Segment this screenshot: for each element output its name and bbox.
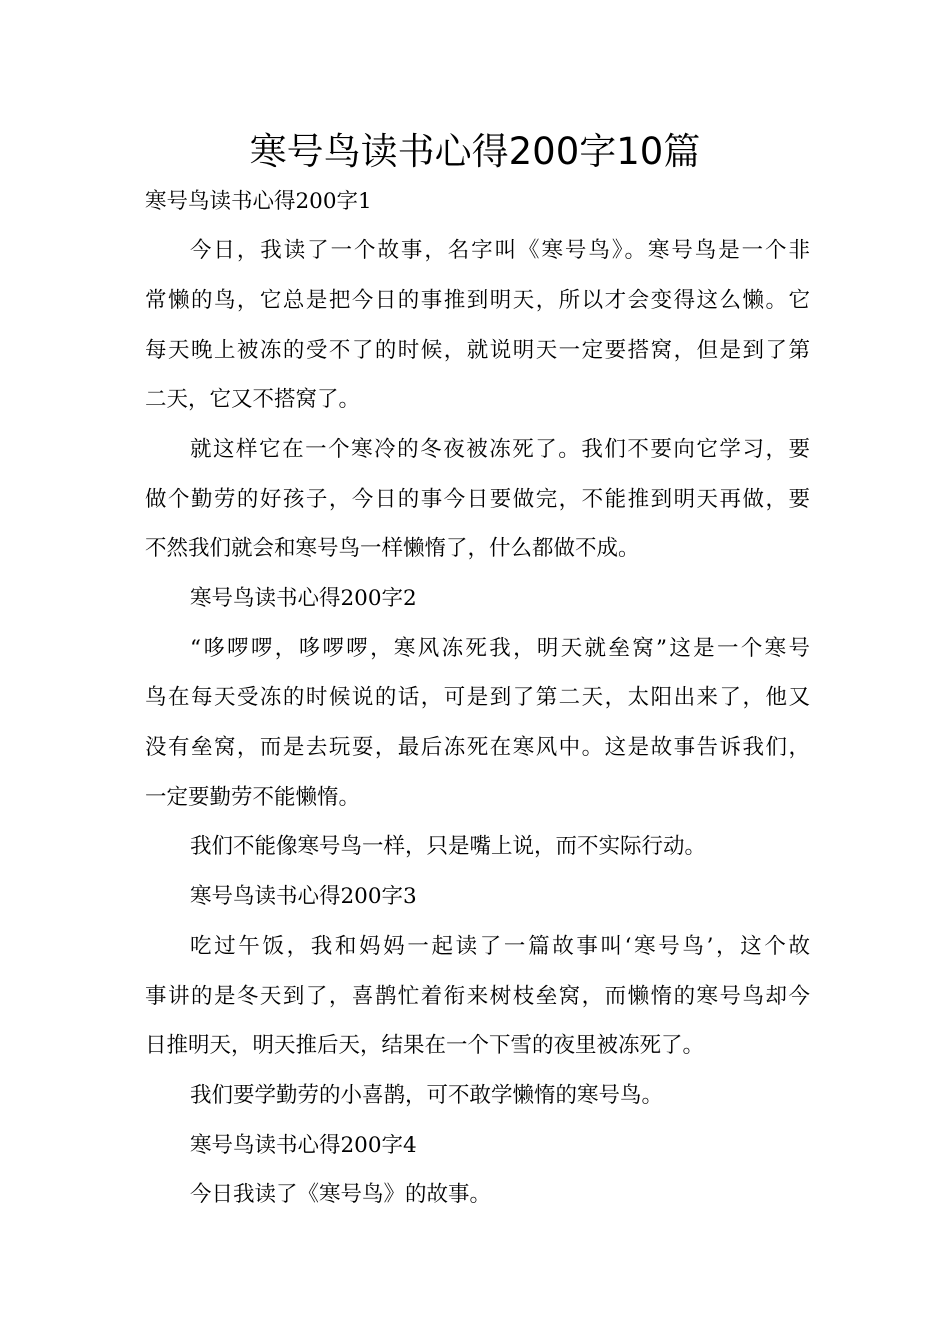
paragraph-line: 吃过午饭，我和妈妈一起读了一篇故事叫‘寒号鸟’，这个故 bbox=[190, 934, 810, 959]
paragraph-line: 每天晚上被冻的受不了的时候，就说明天一定要搭窝，但是到了第 bbox=[145, 338, 810, 363]
paragraph-line: 今日我读了《寒号鸟》的故事。 bbox=[190, 1182, 492, 1207]
paragraph-line: 不然我们就会和寒号鸟一样懒惰了，什么都做不成。 bbox=[145, 536, 640, 561]
paragraph-line: 我们不能像寒号鸟一样，只是嘴上说，而不实际行动。 bbox=[190, 834, 707, 859]
paragraph-line: 常懒的鸟，它总是把今日的事推到明天，所以才会变得这么懒。它 bbox=[145, 288, 810, 313]
paragraph-line: 就这样它在一个寒冷的冬夜被冻死了。我们不要向它学习，要 bbox=[190, 437, 810, 462]
section-heading-1: 寒号鸟读书心得200字1 bbox=[145, 189, 372, 214]
paragraph-line: 没有垒窝，而是去玩耍，最后冻死在寒风中。这是故事告诉我们， bbox=[145, 735, 810, 760]
section-heading-3: 寒号鸟读书心得200字3 bbox=[190, 884, 417, 909]
paragraph-line: 做个勤劳的好孩子，今日的事今日要做完，不能推到明天再做，要 bbox=[145, 487, 810, 512]
document-title: 寒号鸟读书心得200字10篇 bbox=[249, 130, 701, 173]
section-heading-4: 寒号鸟读书心得200字4 bbox=[190, 1133, 417, 1158]
paragraph-line: 日推明天，明天推后天，结果在一个下雪的夜里被冻死了。 bbox=[145, 1033, 705, 1058]
paragraph-line: 二天，它又不搭窝了。 bbox=[145, 387, 361, 412]
paragraph-line: 一定要勤劳不能懒惰。 bbox=[145, 785, 361, 810]
paragraph-line: 鸟在每天受冻的时候说的话，可是到了第二天，太阳出来了，他又 bbox=[145, 685, 810, 710]
paragraph-line: 我们要学勤劳的小喜鹊，可不敢学懒惰的寒号鸟。 bbox=[190, 1083, 664, 1108]
section-heading-2: 寒号鸟读书心得200字2 bbox=[190, 586, 417, 611]
paragraph-line: 事讲的是冬天到了，喜鹊忙着衔来树枝垒窝，而懒惰的寒号鸟却今 bbox=[145, 984, 810, 1009]
paragraph-line: “哆啰啰，哆啰啰，寒风冻死我，明天就垒窝”这是一个寒号 bbox=[190, 636, 810, 661]
paragraph-line: 今日，我读了一个故事，名字叫《寒号鸟》。寒号鸟是一个非 bbox=[190, 238, 810, 263]
